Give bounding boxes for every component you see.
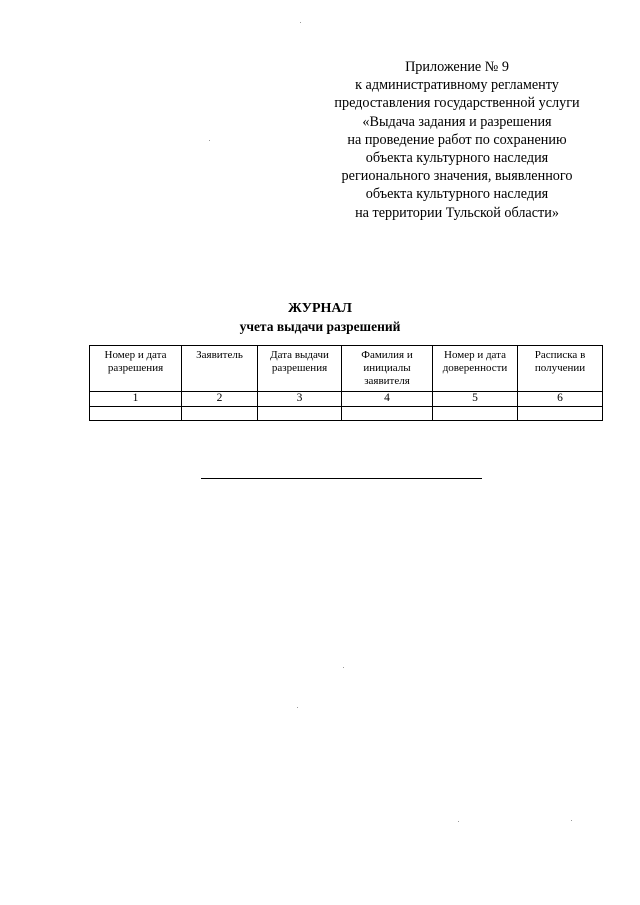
appendix-line: предоставления государственной услуги xyxy=(334,95,580,112)
journal-table xyxy=(89,345,603,421)
empty-cell xyxy=(342,407,433,421)
column-number: 4 xyxy=(342,392,433,407)
scan-speck xyxy=(571,820,572,821)
column-number: 1 xyxy=(90,392,182,407)
column-number: 5 xyxy=(433,392,518,407)
empty-cell xyxy=(258,407,342,421)
table-empty-row xyxy=(90,407,603,421)
empty-cell xyxy=(518,407,603,421)
column-header-power-of-attorney: Номер и дата доверенности xyxy=(433,346,518,392)
empty-cell xyxy=(90,407,182,421)
column-header-applicant: Заявитель xyxy=(182,346,258,392)
column-header-receipt: Расписка в получении xyxy=(518,346,603,392)
column-number: 2 xyxy=(182,392,258,407)
appendix-line: «Выдача задания и разрешения xyxy=(362,113,552,130)
column-header-issue-date: Дата выдачи разрешения xyxy=(258,346,342,392)
scan-speck xyxy=(297,707,298,708)
scan-speck xyxy=(343,667,344,668)
appendix-line: на территории Тульской области» xyxy=(355,204,559,221)
appendix-line: Приложение № 9 xyxy=(405,59,509,75)
scan-speck xyxy=(300,22,301,23)
scan-speck xyxy=(458,821,459,822)
appendix-line: объекта культурного наследия xyxy=(365,150,549,167)
table-number-row xyxy=(90,392,603,407)
appendix-header xyxy=(318,58,596,222)
column-header-applicant-name: Фамилия и инициалы заявителя xyxy=(342,346,433,392)
closing-rule xyxy=(201,478,482,479)
appendix-line: на проведение работ по сохранению xyxy=(347,131,567,148)
journal-subtitle: учета выдачи разрешений xyxy=(239,319,401,334)
appendix-line: регионального значения, выявленного xyxy=(341,168,573,185)
appendix-line: к административному регламенту xyxy=(355,77,559,94)
scan-speck xyxy=(209,140,210,141)
empty-cell xyxy=(182,407,258,421)
empty-cell xyxy=(433,407,518,421)
column-header-permit-number: Номер и дата разрешения xyxy=(90,346,182,392)
table-header-row xyxy=(90,346,603,392)
appendix-line: объекта культурного наследия xyxy=(365,186,549,203)
column-number: 3 xyxy=(258,392,342,407)
journal-title: ЖУРНАЛ xyxy=(288,301,352,316)
column-number: 6 xyxy=(518,392,603,407)
